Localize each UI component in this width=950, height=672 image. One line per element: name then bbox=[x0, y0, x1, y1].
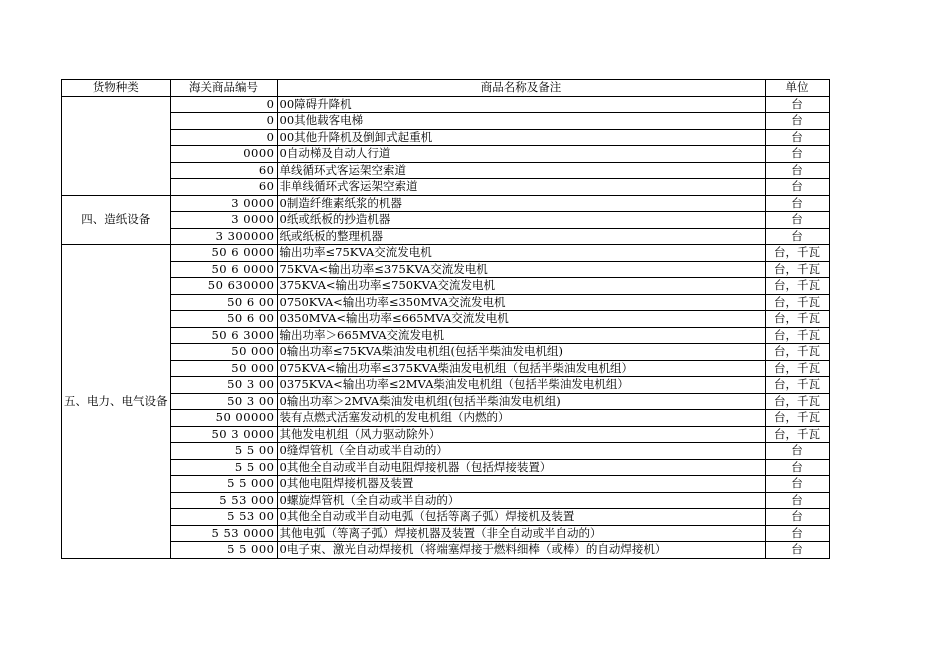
table-row bbox=[62, 410, 830, 427]
table-row bbox=[62, 228, 830, 245]
code-cell: 50 6 00 bbox=[170, 311, 277, 328]
unit-cell: 台，千瓦 bbox=[765, 311, 829, 328]
table-row bbox=[62, 195, 830, 212]
table-row bbox=[62, 294, 830, 311]
unit-cell: 台 bbox=[765, 542, 829, 559]
name-cell: 其他发电机组（风力驱动除外） bbox=[277, 426, 765, 443]
code-cell: 50 3 0000 bbox=[170, 426, 277, 443]
unit-cell: 台，千瓦 bbox=[765, 294, 829, 311]
unit-cell: 台，千瓦 bbox=[765, 245, 829, 262]
name-cell: 其他电弧（等离子弧）焊接机器及装置（非全自动或半自动的） bbox=[277, 525, 765, 542]
unit-cell: 台 bbox=[765, 162, 829, 179]
category-cell bbox=[62, 96, 171, 195]
code-cell: 50 6 0000 bbox=[170, 245, 277, 262]
table-row bbox=[62, 278, 830, 295]
unit-cell: 台 bbox=[765, 476, 829, 493]
code-cell: 5 53 0000 bbox=[170, 525, 277, 542]
header-code: 海关商品编号 bbox=[170, 80, 277, 97]
table-row bbox=[62, 162, 830, 179]
name-cell: 0其他全自动或半自动电阻焊接机器（包括焊接装置） bbox=[277, 459, 765, 476]
code-cell: 5 53 00 bbox=[170, 509, 277, 526]
code-cell: 50 630000 bbox=[170, 278, 277, 295]
unit-cell: 台 bbox=[765, 509, 829, 526]
table-row bbox=[62, 525, 830, 542]
table-row bbox=[62, 113, 830, 130]
table-body bbox=[62, 96, 830, 558]
name-cell: 0螺旋焊管机（全自动或半自动的） bbox=[277, 492, 765, 509]
code-cell: 50 000 bbox=[170, 360, 277, 377]
unit-cell: 台，千瓦 bbox=[765, 344, 829, 361]
table-row bbox=[62, 245, 830, 262]
code-cell: 5 5 000 bbox=[170, 542, 277, 559]
name-cell: 00障碍升降机 bbox=[277, 96, 765, 113]
goods-table bbox=[61, 79, 830, 559]
unit-cell: 台 bbox=[765, 443, 829, 460]
table-row bbox=[62, 393, 830, 410]
table-row bbox=[62, 426, 830, 443]
code-cell: 50 000 bbox=[170, 344, 277, 361]
table-row bbox=[62, 542, 830, 559]
unit-cell: 台 bbox=[765, 146, 829, 163]
name-cell: 0750KVA<输出功率≤350MVA交流发电机 bbox=[277, 294, 765, 311]
table-row bbox=[62, 377, 830, 394]
table-row bbox=[62, 129, 830, 146]
table-row bbox=[62, 311, 830, 328]
unit-cell: 台，千瓦 bbox=[765, 410, 829, 427]
name-cell: 0纸或纸板的抄造机器 bbox=[277, 212, 765, 229]
unit-cell: 台，千瓦 bbox=[765, 377, 829, 394]
unit-cell: 台，千瓦 bbox=[765, 327, 829, 344]
name-cell: 0输出功率≤75KVA柴油发电机组(包括半柴油发电机组) bbox=[277, 344, 765, 361]
name-cell: 75KVA<输出功率≤375KVA交流发电机 bbox=[277, 261, 765, 278]
name-cell: 非单线循环式客运架空索道 bbox=[277, 179, 765, 196]
code-cell: 0000 bbox=[170, 146, 277, 163]
code-cell: 5 5 00 bbox=[170, 443, 277, 460]
name-cell: 0输出功率＞2MVA柴油发电机组(包括半柴油发电机组) bbox=[277, 393, 765, 410]
unit-cell: 台，千瓦 bbox=[765, 261, 829, 278]
code-cell: 50 6 0000 bbox=[170, 261, 277, 278]
unit-cell: 台 bbox=[765, 179, 829, 196]
unit-cell: 台，千瓦 bbox=[765, 278, 829, 295]
code-cell: 60 bbox=[170, 179, 277, 196]
table-row bbox=[62, 261, 830, 278]
name-cell: 075KVA<输出功率≤375KVA柴油发电机组（包括半柴油发电机组） bbox=[277, 360, 765, 377]
code-cell: 5 5 00 bbox=[170, 459, 277, 476]
name-cell: 单线循环式客运架空索道 bbox=[277, 162, 765, 179]
table-row bbox=[62, 459, 830, 476]
unit-cell: 台 bbox=[765, 492, 829, 509]
unit-cell: 台 bbox=[765, 113, 829, 130]
code-cell: 5 5 000 bbox=[170, 476, 277, 493]
table-row bbox=[62, 344, 830, 361]
name-cell: 0350MVA<输出功率≤665MVA交流发电机 bbox=[277, 311, 765, 328]
code-cell: 50 3 00 bbox=[170, 393, 277, 410]
code-cell: 3 0000 bbox=[170, 212, 277, 229]
unit-cell: 台，千瓦 bbox=[765, 393, 829, 410]
table-row bbox=[62, 476, 830, 493]
header-row bbox=[62, 80, 830, 97]
name-cell: 纸或纸板的整理机器 bbox=[277, 228, 765, 245]
header-name: 商品名称及备注 bbox=[277, 80, 765, 97]
code-cell: 3 0000 bbox=[170, 195, 277, 212]
name-cell: 0自动梯及自动人行道 bbox=[277, 146, 765, 163]
name-cell: 输出功率≤75KVA交流发电机 bbox=[277, 245, 765, 262]
table-row bbox=[62, 327, 830, 344]
header-category: 货物种类 bbox=[62, 80, 171, 97]
header-unit: 单位 bbox=[765, 80, 829, 97]
name-cell: 00其他升降机及倒卸式起重机 bbox=[277, 129, 765, 146]
unit-cell: 台 bbox=[765, 525, 829, 542]
table-row bbox=[62, 492, 830, 509]
name-cell: 输出功率＞665MVA交流发电机 bbox=[277, 327, 765, 344]
name-cell: 0制造纤维素纸浆的机器 bbox=[277, 195, 765, 212]
name-cell: 0其他电阻焊接机器及装置 bbox=[277, 476, 765, 493]
unit-cell: 台 bbox=[765, 129, 829, 146]
name-cell: 00其他载客电梯 bbox=[277, 113, 765, 130]
name-cell: 装有点燃式活塞发动机的发电机组（内燃的） bbox=[277, 410, 765, 427]
table-row bbox=[62, 509, 830, 526]
code-cell: 50 6 3000 bbox=[170, 327, 277, 344]
category-cell: 五、电力、电气设备 bbox=[62, 245, 171, 559]
code-cell: 50 6 00 bbox=[170, 294, 277, 311]
table-row bbox=[62, 146, 830, 163]
name-cell: 375KVA<输出功率≤750KVA交流发电机 bbox=[277, 278, 765, 295]
unit-cell: 台，千瓦 bbox=[765, 360, 829, 377]
code-cell: 50 3 00 bbox=[170, 377, 277, 394]
name-cell: 0缝焊管机（全自动或半自动的） bbox=[277, 443, 765, 460]
code-cell: 0 bbox=[170, 96, 277, 113]
name-cell: 0其他全自动或半自动电弧（包括等离子弧）焊接机及装置 bbox=[277, 509, 765, 526]
code-cell: 60 bbox=[170, 162, 277, 179]
unit-cell: 台 bbox=[765, 96, 829, 113]
table-row bbox=[62, 179, 830, 196]
name-cell: 0375KVA<输出功率≤2MVA柴油发电机组（包括半柴油发电机组） bbox=[277, 377, 765, 394]
category-cell: 四、造纸设备 bbox=[62, 195, 171, 245]
code-cell: 5 53 000 bbox=[170, 492, 277, 509]
table-row bbox=[62, 443, 830, 460]
unit-cell: 台 bbox=[765, 228, 829, 245]
code-cell: 50 00000 bbox=[170, 410, 277, 427]
code-cell: 3 300000 bbox=[170, 228, 277, 245]
name-cell: 0电子束、激光自动焊接机（将端塞焊接于燃料细棒（或棒）的自动焊接机） bbox=[277, 542, 765, 559]
table-row bbox=[62, 212, 830, 229]
unit-cell: 台 bbox=[765, 212, 829, 229]
table-row bbox=[62, 96, 830, 113]
code-cell: 0 bbox=[170, 113, 277, 130]
unit-cell: 台 bbox=[765, 195, 829, 212]
unit-cell: 台 bbox=[765, 459, 829, 476]
table-row bbox=[62, 360, 830, 377]
unit-cell: 台，千瓦 bbox=[765, 426, 829, 443]
code-cell: 0 bbox=[170, 129, 277, 146]
